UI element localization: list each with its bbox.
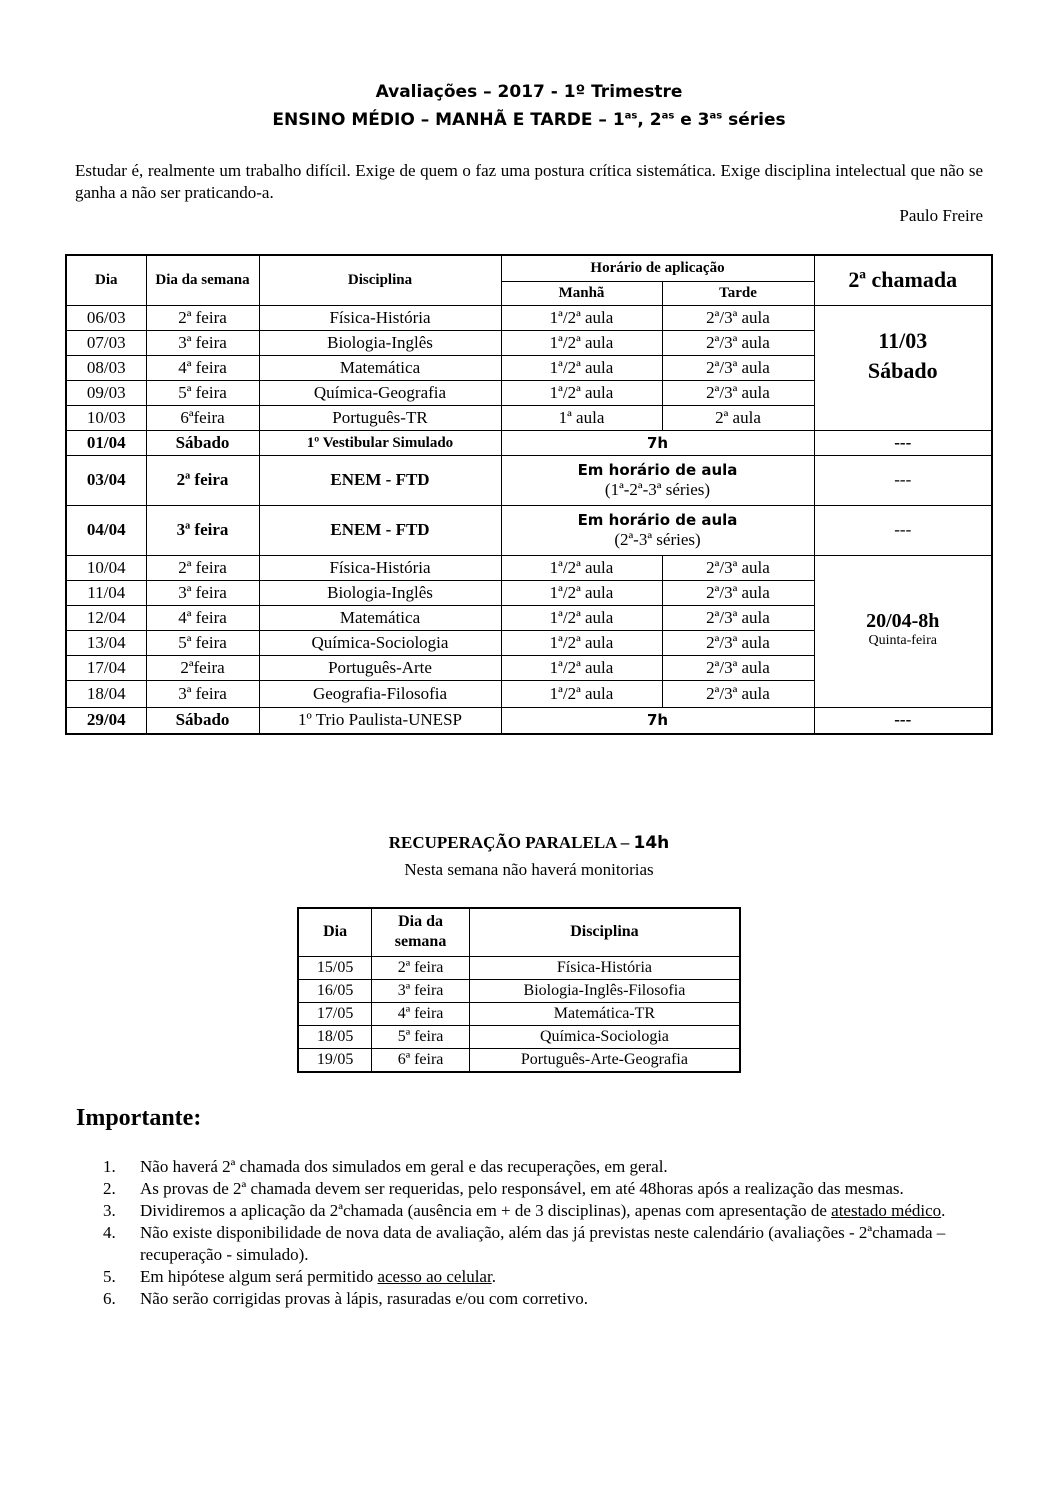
cell-disciplina: Português-Arte-Geografia xyxy=(469,1048,740,1072)
item-number: 1. xyxy=(103,1157,116,1176)
cell-chamada: --- xyxy=(814,430,992,455)
cell-disciplina: Química-Sociologia xyxy=(259,630,501,655)
table-row xyxy=(298,1025,740,1048)
cell-semana: 4ª feira xyxy=(372,1002,470,1025)
cell-dia: 09/03 xyxy=(66,380,146,405)
recuperacao-title: RECUPERAÇÃO PARALELA – 14h xyxy=(388,833,670,853)
cell-tarde: 2ª/3ª aula xyxy=(662,605,814,630)
cell-disciplina: ENEM - FTD xyxy=(259,505,501,555)
cell-dia: 04/04 xyxy=(66,505,146,555)
recuperacao-table xyxy=(297,907,741,1073)
cell-dia: 19/05 xyxy=(298,1048,372,1072)
cell-manha: 1ª/2ª aula xyxy=(501,580,662,605)
item-text: Não existe disponibilidade de nova data de avaliação, além das já previstas neste calendário (avaliações - 2ªchamada – recuperação - simulado). xyxy=(140,1223,946,1264)
horario-line-1: Em horário de aula xyxy=(577,461,738,479)
cell-tarde: 2ª/3ª aula xyxy=(662,680,814,707)
cell-dia: 17/04 xyxy=(66,655,146,680)
cell-disciplina: Matemática xyxy=(259,605,501,630)
chamada-date: 20/04-8h xyxy=(866,610,940,632)
cell-semana: 5ª feira xyxy=(146,630,259,655)
cell-horario: 7h xyxy=(501,430,814,455)
header-disciplina: Disciplina xyxy=(469,908,740,956)
table-row xyxy=(66,707,992,734)
item-number: 3. xyxy=(103,1201,116,1220)
item-number: 4. xyxy=(103,1223,116,1242)
header-dia: Dia xyxy=(298,908,372,956)
table-row xyxy=(66,430,992,455)
cell-semana: 5ª feira xyxy=(372,1025,470,1048)
table-row xyxy=(66,305,992,330)
cell-tarde: 2ª/3ª aula xyxy=(662,655,814,680)
cell-semana: 6ªfeira xyxy=(146,405,259,430)
quote-author: Paulo Freire xyxy=(899,206,983,225)
item-text-underlined: atestado médico xyxy=(831,1201,942,1220)
cell-disciplina: Português-Arte xyxy=(259,655,501,680)
cell-dia: 18/05 xyxy=(298,1025,372,1048)
header-dia: Dia xyxy=(66,255,146,305)
cell-dia: 11/04 xyxy=(66,580,146,605)
cell-dia: 07/03 xyxy=(66,330,146,355)
cell-disciplina: Português-TR xyxy=(259,405,501,430)
cell-disciplina: Física-História xyxy=(469,956,740,979)
list-item xyxy=(103,1156,983,1178)
table-row xyxy=(66,455,992,505)
cell-dia: 29/04 xyxy=(66,707,146,734)
cell-disciplina: Biologia-Inglês xyxy=(259,580,501,605)
chamada-group-1 xyxy=(814,305,992,430)
cell-disciplina: ENEM - FTD xyxy=(259,455,501,505)
cell-chamada: --- xyxy=(814,455,992,505)
table-row xyxy=(66,505,992,555)
table-row xyxy=(298,1002,740,1025)
cell-manha: 1ª/2ª aula xyxy=(501,330,662,355)
cell-horario xyxy=(501,505,814,555)
item-number: 2. xyxy=(103,1179,116,1198)
horario-line-2: (2ª-3ª séries) xyxy=(614,530,701,549)
cell-tarde: 2ª/3ª aula xyxy=(662,330,814,355)
cell-semana: Sábado xyxy=(146,430,259,455)
cell-manha: 1ª/2ª aula xyxy=(501,605,662,630)
item-text: Em hipótese algum será permitido xyxy=(140,1267,378,1286)
cell-tarde: 2ª/3ª aula xyxy=(662,580,814,605)
cell-dia: 12/04 xyxy=(66,605,146,630)
header-chamada: 2ª chamada xyxy=(814,255,992,305)
importante-list xyxy=(103,1156,983,1310)
cell-dia: 01/04 xyxy=(66,430,146,455)
cell-disciplina: Física-História xyxy=(259,555,501,580)
table-row xyxy=(298,979,740,1002)
cell-semana: 2ª feira xyxy=(146,305,259,330)
cell-manha: 1ª/2ª aula xyxy=(501,655,662,680)
list-item xyxy=(103,1266,983,1288)
cell-semana: 3ª feira xyxy=(146,505,259,555)
cell-tarde: 2ª/3ª aula xyxy=(662,380,814,405)
cell-semana: 2ª feira xyxy=(372,956,470,979)
cell-tarde: 2ª/3ª aula xyxy=(662,555,814,580)
item-text-end: . xyxy=(491,1267,496,1286)
cell-semana: 6ª feira xyxy=(372,1048,470,1072)
chamada-day: Sábado xyxy=(867,357,938,383)
cell-dia: 06/03 xyxy=(66,305,146,330)
cell-semana: 3ª feira xyxy=(146,680,259,707)
cell-manha: 1ª/2ª aula xyxy=(501,305,662,330)
cell-tarde: 2ª/3ª aula xyxy=(662,630,814,655)
horario-line-2: (1ª-2ª-3ª séries) xyxy=(604,480,711,499)
cell-manha: 1ª/2ª aula xyxy=(501,680,662,707)
item-text-end: . xyxy=(941,1201,946,1220)
cell-disciplina: 1º Trio Paulista-UNESP xyxy=(259,707,501,734)
table-row xyxy=(298,1048,740,1072)
item-text: As provas de 2ª chamada devem ser requeridas, pelo responsável, em até 48horas após a realização das mesmas. xyxy=(140,1179,904,1198)
cell-semana: 2ª feira xyxy=(146,555,259,580)
item-number: 5. xyxy=(103,1267,116,1286)
cell-chamada: --- xyxy=(814,505,992,555)
document-title: Avaliações – 2017 - 1º Trimestre xyxy=(375,82,683,102)
item-text: Não haverá 2ª chamada dos simulados em geral e das recuperações, em geral. xyxy=(140,1157,668,1176)
cell-semana: 4ª feira xyxy=(146,355,259,380)
cell-dia: 15/05 xyxy=(298,956,372,979)
cell-chamada: --- xyxy=(814,707,992,734)
cell-semana: 3ª feira xyxy=(146,330,259,355)
chamada-day: Quinta-feira xyxy=(868,633,937,648)
cell-semana: 3ª feira xyxy=(146,580,259,605)
horario-line-1: Em horário de aula xyxy=(577,511,738,529)
cell-disciplina: Matemática-TR xyxy=(469,1002,740,1025)
cell-disciplina: Física-História xyxy=(259,305,501,330)
cell-dia: 08/03 xyxy=(66,355,146,380)
cell-manha: 1ª/2ª aula xyxy=(501,380,662,405)
cell-dia: 03/04 xyxy=(66,455,146,505)
item-text: Não serão corrigidas provas à lápis, rasuradas e/ou com corretivo. xyxy=(140,1289,588,1308)
cell-semana: Sábado xyxy=(146,707,259,734)
cell-semana: 2ª feira xyxy=(146,455,259,505)
cell-dia: 10/03 xyxy=(66,405,146,430)
cell-dia: 16/05 xyxy=(298,979,372,1002)
cell-dia: 13/04 xyxy=(66,630,146,655)
cell-horario: 7h xyxy=(501,707,814,734)
cell-disciplina: Biologia-Inglês-Filosofia xyxy=(469,979,740,1002)
cell-manha: 1ª/2ª aula xyxy=(501,630,662,655)
cell-disciplina: Biologia-Inglês xyxy=(259,330,501,355)
cell-manha: 1ª/2ª aula xyxy=(501,355,662,380)
cell-horario xyxy=(501,455,814,505)
cell-tarde: 2ª/3ª aula xyxy=(662,305,814,330)
cell-semana: 4ª feira xyxy=(146,605,259,630)
header-dia-semana: Dia da semana xyxy=(146,255,259,305)
item-number: 6. xyxy=(103,1289,116,1308)
cell-semana: 2ªfeira xyxy=(146,655,259,680)
cell-manha: 1ª/2ª aula xyxy=(501,555,662,580)
cell-disciplina: 1º Vestibular Simulado xyxy=(259,430,501,455)
list-item xyxy=(103,1200,983,1222)
header-disciplina: Disciplina xyxy=(259,255,501,305)
document-subtitle: ENSINO MÉDIO – MANHÃ E TARDE – $1^{as}$, $2^{as}$ e $3^{as}$ séries xyxy=(272,110,786,130)
cell-tarde: 2ª aula xyxy=(662,405,814,430)
cell-manha: 1ª aula xyxy=(501,405,662,430)
table-row xyxy=(66,555,992,580)
list-item xyxy=(103,1178,983,1200)
header-dia-semana: Dia da semana xyxy=(372,908,470,956)
cell-semana: 5ª feira xyxy=(146,380,259,405)
cell-disciplina: Matemática xyxy=(259,355,501,380)
cell-dia: 18/04 xyxy=(66,680,146,707)
item-text: Dividiremos a aplicação da 2ªchamada (ausência em + de 3 disciplinas), apenas com apresentação de xyxy=(140,1201,832,1220)
list-item xyxy=(103,1288,983,1310)
cell-disciplina: Química-Sociologia xyxy=(469,1025,740,1048)
cell-disciplina: Química-Geografia xyxy=(259,380,501,405)
cell-semana: 3ª feira xyxy=(372,979,470,1002)
item-text-underlined: acesso ao celular xyxy=(377,1267,492,1286)
cell-tarde: 2ª/3ª aula xyxy=(662,355,814,380)
header-horario: Horário de aplicação xyxy=(501,255,814,281)
cell-dia: 10/04 xyxy=(66,555,146,580)
quote-text: Estudar é, realmente um trabalho difícil. Exige de quem o faz uma postura crítica sistemática. Exige disciplina intelectual que não se ganha a não ser praticando-a. xyxy=(75,161,983,202)
header-manha: Manhã xyxy=(501,281,662,305)
evaluation-schedule-table xyxy=(65,254,993,735)
table-row xyxy=(298,956,740,979)
cell-disciplina: Geografia-Filosofia xyxy=(259,680,501,707)
chamada-group-2 xyxy=(814,555,992,707)
importante-heading: Importante: xyxy=(76,1105,202,1131)
header-tarde: Tarde xyxy=(662,281,814,305)
cell-dia: 17/05 xyxy=(298,1002,372,1025)
chamada-date: 11/03 xyxy=(878,327,928,353)
list-item xyxy=(103,1222,983,1266)
recuperacao-subtitle: Nesta semana não haverá monitorias xyxy=(404,860,654,879)
